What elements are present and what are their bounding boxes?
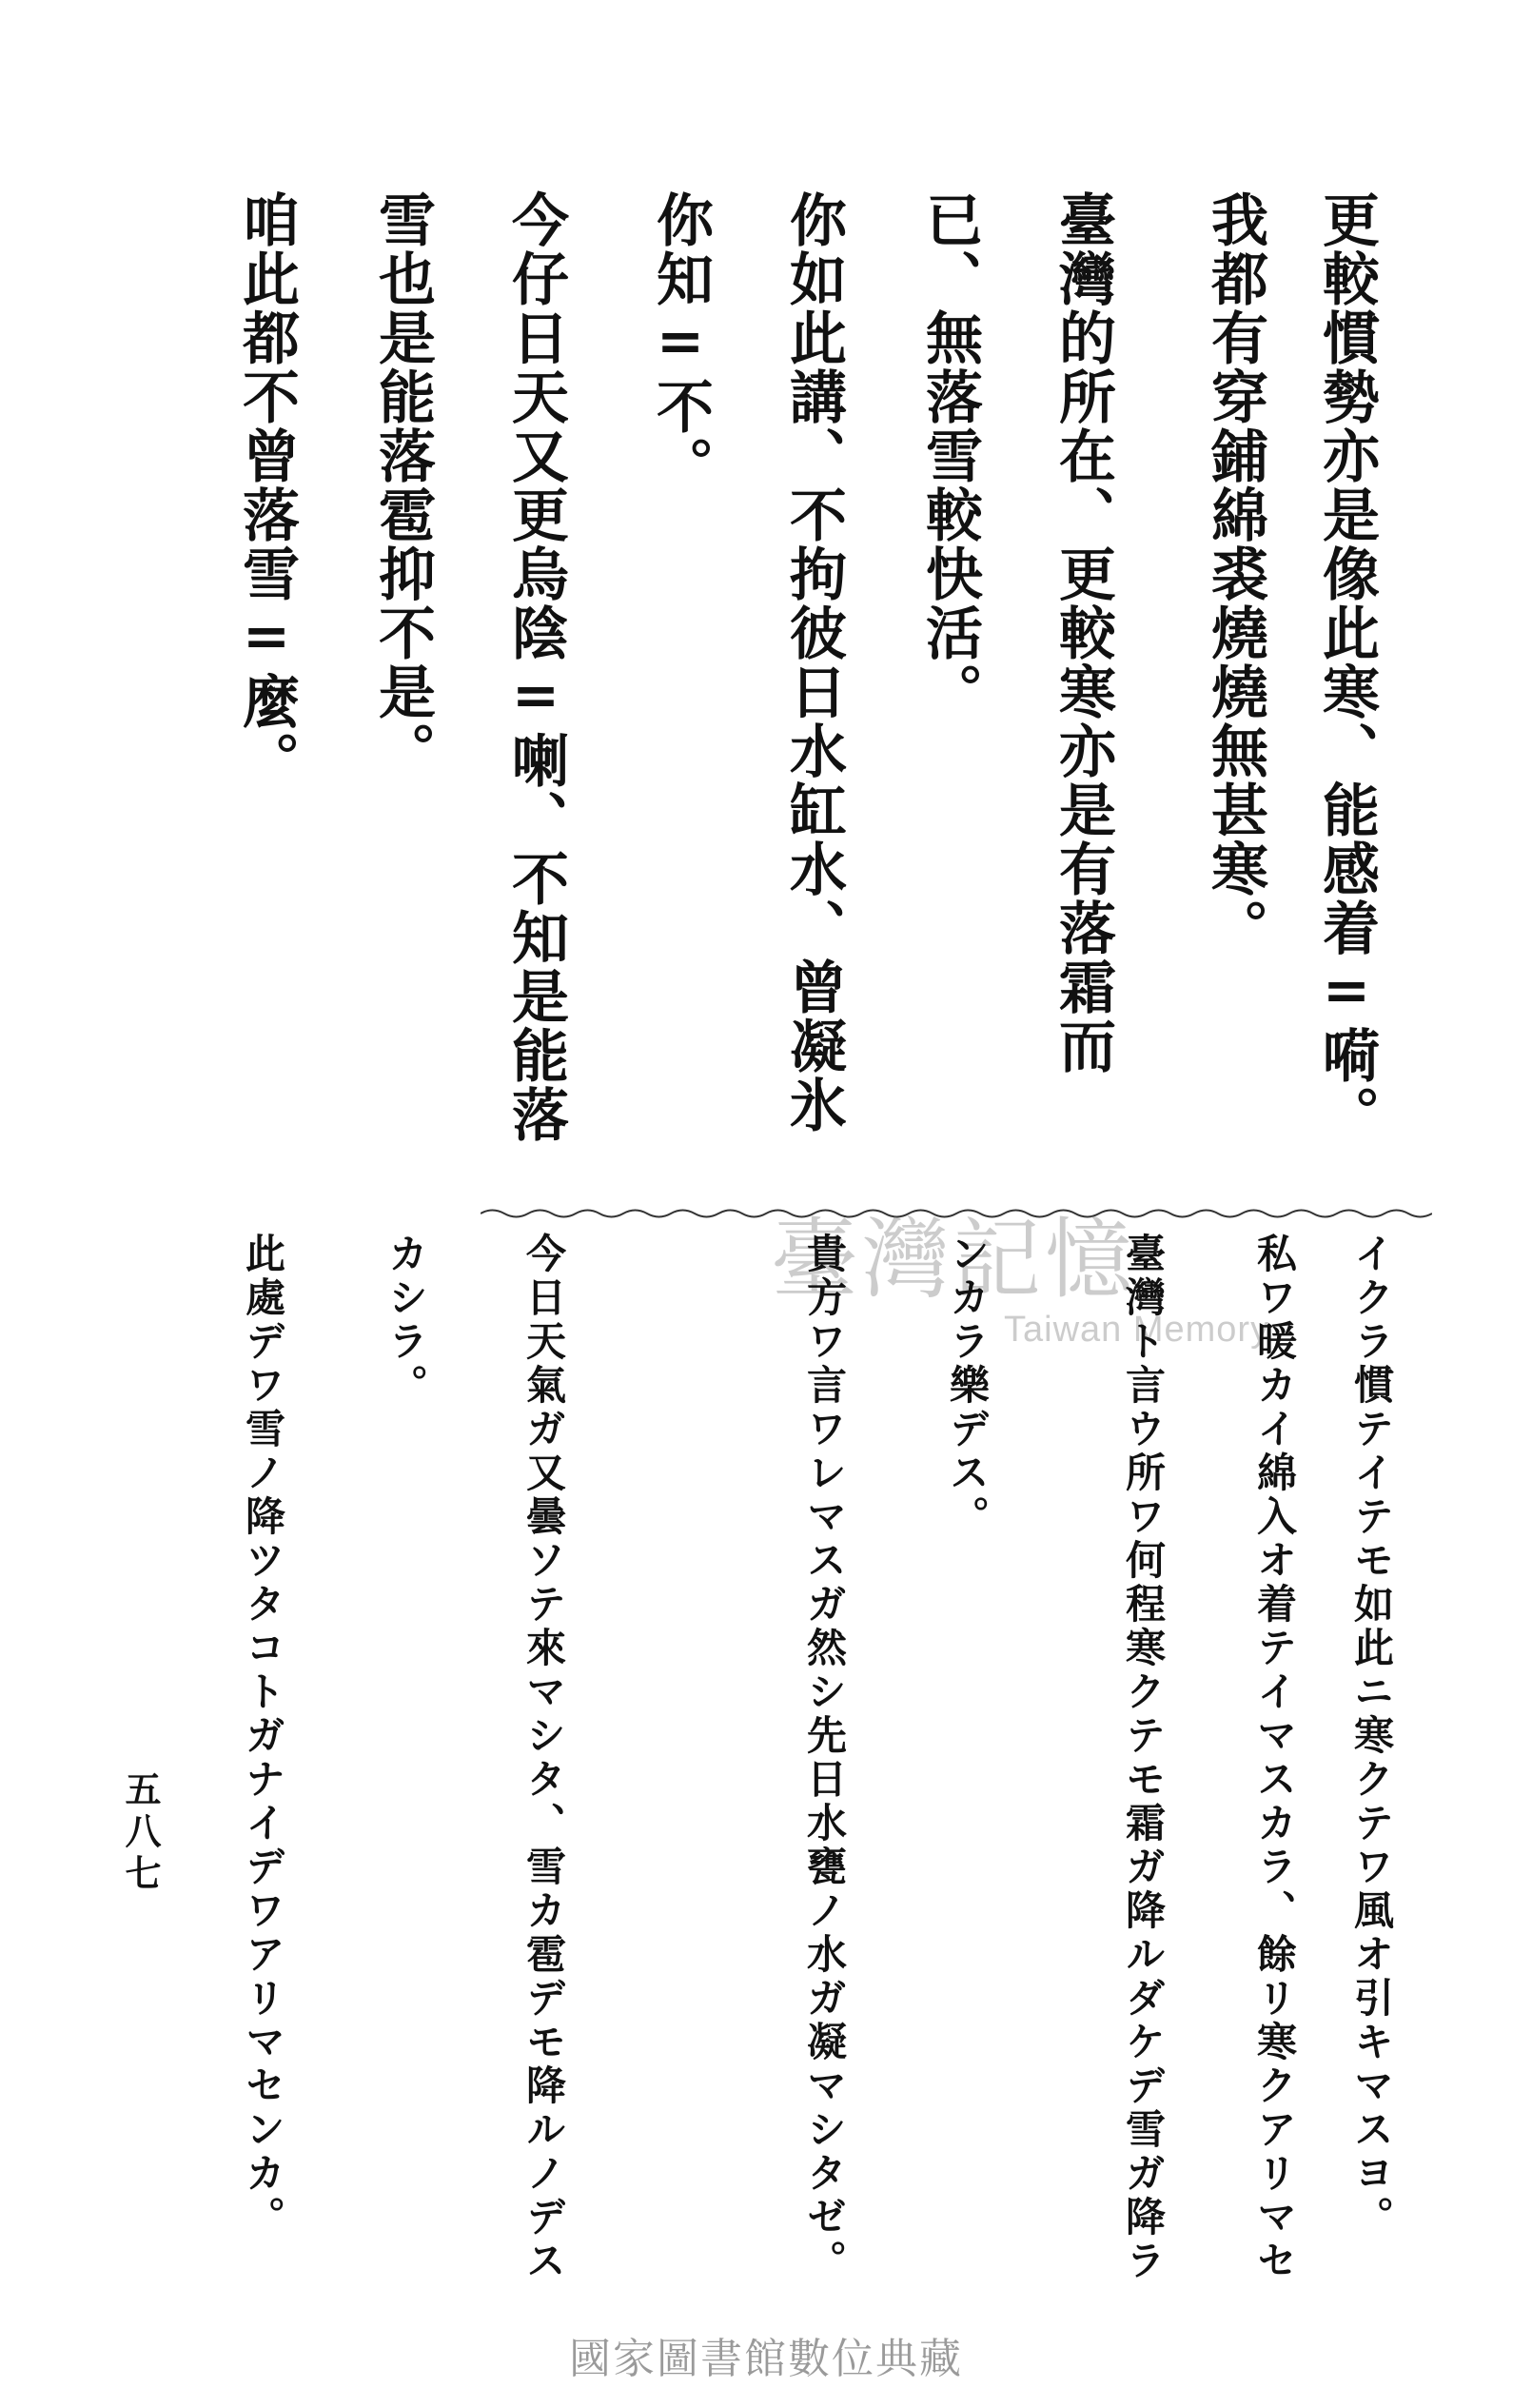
lower-column-8: 此處デワ雪ノ降ツタコトガナイデワアリマセンカ。 [240,1233,286,2240]
lower-column-1: イクラ慣テイテモ如此ニ寒クテワ風オ引キマスヨ。 [1348,1233,1395,2240]
lower-column-2: 私ワ暖カイ綿入オ着テイマスカラ、餘リ寒クアリマセ [1251,1233,1298,2283]
lower-column-7: カシラ。 [383,1233,429,1408]
upper-column-4: 已、無落雪較快活。 [916,190,983,721]
watermark-title-cn: 臺灣記憶 [771,1209,1137,1311]
lower-column-6: 今日天氣ガ又曇ソテ來マシタ、雪カ雹デモ降ルノデス [520,1233,567,2283]
upper-column-9: 咱此都不曾落雪=麼。 [233,190,300,790]
watermark-title-en: Taiwan Memory [1004,1310,1270,1350]
upper-column-7: 今仔日天又更烏陰=喇、不知是能落 [502,190,569,1144]
lower-column-4: ンカラ樂デス。 [944,1233,991,1539]
upper-column-8: 雪也是能落雹抑不是。 [369,190,436,780]
upper-column-3: 臺灣的所在、更較寒亦是有落霜而 [1050,190,1116,1076]
footer-credit: 國家圖書館數位典藏 [569,2335,963,2383]
upper-column-2: 我都有穿鋪綿裘燒燒無甚寒。 [1202,190,1268,957]
upper-column-1: 更較慣勢亦是像此寒、能感着=嗬。 [1313,190,1380,1144]
page-number: 五八七 [119,1770,162,1896]
lower-column-5: 貴方ワ言ワレマスガ然シ先日水甕ノ水ガ凝マシタゼ。 [801,1233,848,2283]
upper-column-5: 你如此講、不拘彼日水缸水、曾凝氷 [780,190,847,1135]
upper-column-6: 你知=不。 [647,190,714,495]
lower-column-3: 臺灣ト言ウ所ワ何程寒クテモ霜ガ降ルダケデ雪ガ降ラ [1120,1233,1167,2283]
